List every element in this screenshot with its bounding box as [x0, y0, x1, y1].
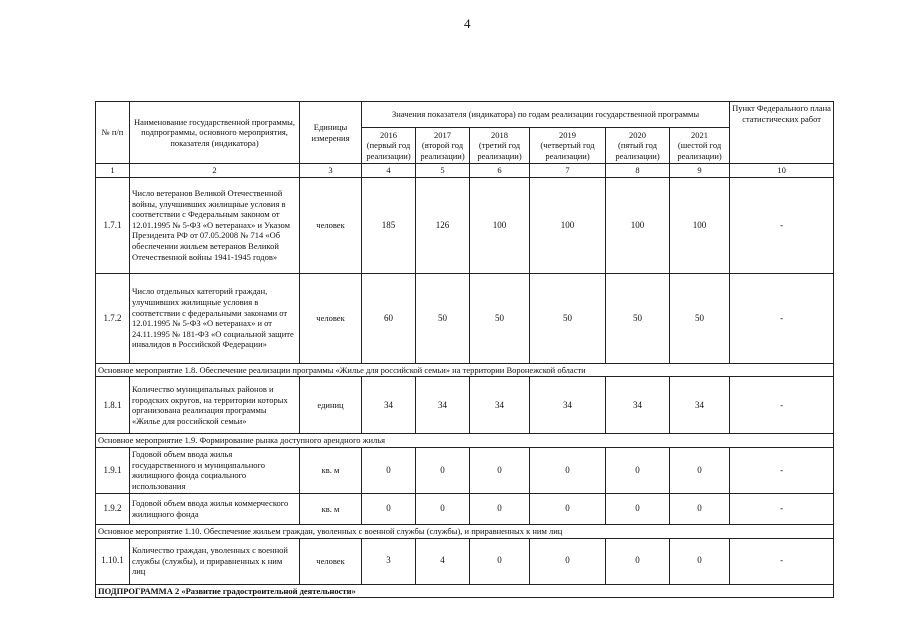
year-cell — [530, 128, 606, 164]
row-number: 1.9.1 — [96, 447, 130, 493]
indicator-name: Годовой объем ввода жилья коммерческого жилищного фонда — [130, 493, 300, 524]
subprogram-title: ПОДПРОГРАММА 2 «Развитие градостроительной деятельности» — [96, 584, 834, 598]
unit-cell: человек — [300, 273, 362, 363]
value-cell: 34 — [470, 377, 530, 434]
table-row — [96, 377, 834, 434]
value-cell: 34 — [416, 377, 470, 434]
column-number-row — [96, 164, 834, 178]
value-cell: 60 — [362, 273, 416, 363]
year-desc: (первый год реализации) — [366, 140, 411, 161]
year-label: 2020 — [629, 129, 646, 140]
value-cell: 50 — [470, 273, 530, 363]
value-cell: 0 — [362, 447, 416, 493]
value-cell: 0 — [670, 538, 730, 584]
value-cell: 100 — [670, 177, 730, 273]
header-unit: Единицы измерения — [300, 102, 362, 164]
value-cell: 34 — [362, 377, 416, 434]
value-cell: 50 — [670, 273, 730, 363]
value-cell: 100 — [470, 177, 530, 273]
value-cell: 50 — [606, 273, 670, 363]
table-row — [96, 273, 834, 363]
value-cell: 0 — [362, 493, 416, 524]
header-values: Значения показателя (индикатора) по годам реализации государственной программы — [362, 102, 730, 128]
year-cell — [606, 128, 670, 164]
subprogram-row — [96, 584, 834, 598]
value-cell: 100 — [606, 177, 670, 273]
section-title: Основное мероприятие 1.10. Обеспечение жильем граждан, уволенных с военной службы (службы), и приравненных к ним лиц — [96, 524, 834, 538]
column-number: 3 — [300, 164, 362, 178]
section-title: Основное мероприятие 1.8. Обеспечение реализации программы «Жилье для российской семьи» на территории Воронежской области — [96, 363, 834, 377]
value-cell: 0 — [470, 493, 530, 524]
unit-cell: человек — [300, 177, 362, 273]
table-row — [96, 493, 834, 524]
header-row — [96, 102, 834, 128]
value-cell: 34 — [530, 377, 606, 434]
table-row — [96, 177, 834, 273]
year-label: 2016 — [380, 129, 397, 140]
year-desc: (четвертый год реализации) — [540, 140, 595, 161]
indicators-table — [95, 101, 834, 598]
column-number: 7 — [530, 164, 606, 178]
column-number: 10 — [730, 164, 834, 178]
section-row — [96, 524, 834, 538]
unit-cell: человек — [300, 538, 362, 584]
column-number: 2 — [130, 164, 300, 178]
indicator-name: Число ветеранов Великой Отечественной войны, улучшивших жилищные условия в соответствии с Федеральным законом от 12.01.1995 № 5-ФЗ «О ветеранах» и Указом Президента РФ от 07.05.2008 № 714 «Об обеспечении жильем ветеранов Великой Отечественной войны 1941-1945 годов» — [130, 177, 300, 273]
header-plan: Пункт Федерального плана статистических работ — [730, 102, 834, 164]
unit-cell: единиц — [300, 377, 362, 434]
indicator-name: Годовой объем ввода жилья государственного и муниципального жилищного фонда социального использования — [130, 447, 300, 493]
year-label: 2018 — [491, 129, 508, 140]
row-number: 1.10.1 — [96, 538, 130, 584]
section-row — [96, 363, 834, 377]
value-cell: 0 — [470, 447, 530, 493]
year-desc: (пятый год реализации) — [615, 140, 660, 161]
value-cell: 185 — [362, 177, 416, 273]
table-row — [96, 538, 834, 584]
column-number: 4 — [362, 164, 416, 178]
year-label: 2017 — [434, 129, 451, 140]
indicator-name: Количество муниципальных районов и городских округов, на территории которых организована реализация программы «Жилье для российской семьи» — [130, 377, 300, 434]
row-number: 1.8.1 — [96, 377, 130, 434]
section-row — [96, 434, 834, 448]
year-desc: (второй год реализации) — [420, 140, 465, 161]
year-cell — [362, 128, 416, 164]
column-number: 6 — [470, 164, 530, 178]
page-number: 4 — [464, 16, 471, 31]
value-cell: 4 — [416, 538, 470, 584]
value-cell: 0 — [530, 538, 606, 584]
plan-cell: - — [730, 177, 834, 273]
value-cell: 0 — [606, 447, 670, 493]
value-cell: 0 — [416, 447, 470, 493]
year-label: 2019 — [559, 129, 576, 140]
value-cell: 34 — [606, 377, 670, 434]
value-cell: 100 — [530, 177, 606, 273]
value-cell: 0 — [606, 493, 670, 524]
plan-cell: - — [730, 377, 834, 434]
unit-cell: кв. м — [300, 447, 362, 493]
year-label: 2021 — [691, 129, 709, 140]
value-cell: 0 — [670, 447, 730, 493]
section-title: Основное мероприятие 1.9. Формирование рынка доступного арендного жилья — [96, 434, 834, 448]
plan-cell: - — [730, 493, 834, 524]
value-cell: 126 — [416, 177, 470, 273]
column-number: 8 — [606, 164, 670, 178]
value-cell: 0 — [530, 447, 606, 493]
value-cell: 0 — [470, 538, 530, 584]
table-row — [96, 447, 834, 493]
column-number: 1 — [96, 164, 130, 178]
row-number: 1.7.2 — [96, 273, 130, 363]
header-num: № п/п — [96, 102, 130, 164]
value-cell: 0 — [416, 493, 470, 524]
header-name: Наименование государственной программы, подпрограммы, основного мероприятия, показателя (индикатора) — [130, 102, 300, 164]
plan-cell: - — [730, 273, 834, 363]
value-cell: 0 — [670, 493, 730, 524]
row-number: 1.7.1 — [96, 177, 130, 273]
unit-cell: кв. м — [300, 493, 362, 524]
year-cell — [416, 128, 470, 164]
year-desc: (шестой год реализации) — [677, 140, 722, 161]
value-cell: 50 — [530, 273, 606, 363]
value-cell: 0 — [530, 493, 606, 524]
column-number: 9 — [670, 164, 730, 178]
year-cell — [670, 128, 730, 164]
plan-cell: - — [730, 447, 834, 493]
indicator-name: Количество граждан, уволенных с военной службы (службы), и приравненных к ним лиц — [130, 538, 300, 584]
value-cell: 34 — [670, 377, 730, 434]
value-cell: 0 — [606, 538, 670, 584]
row-number: 1.9.2 — [96, 493, 130, 524]
column-number: 5 — [416, 164, 470, 178]
year-cell — [470, 128, 530, 164]
value-cell: 50 — [416, 273, 470, 363]
value-cell: 3 — [362, 538, 416, 584]
indicator-name: Число отдельных категорий граждан, улучшивших жилищные условия в соответствии с федеральными законами от 12.01.1995 № 5-ФЗ «О ветеранах» и от 24.11.1995 № 181-ФЗ «О социальной защите инвалидов в Российской Федерации» — [130, 273, 300, 363]
year-desc: (третий год реализации) — [477, 140, 522, 161]
plan-cell: - — [730, 538, 834, 584]
